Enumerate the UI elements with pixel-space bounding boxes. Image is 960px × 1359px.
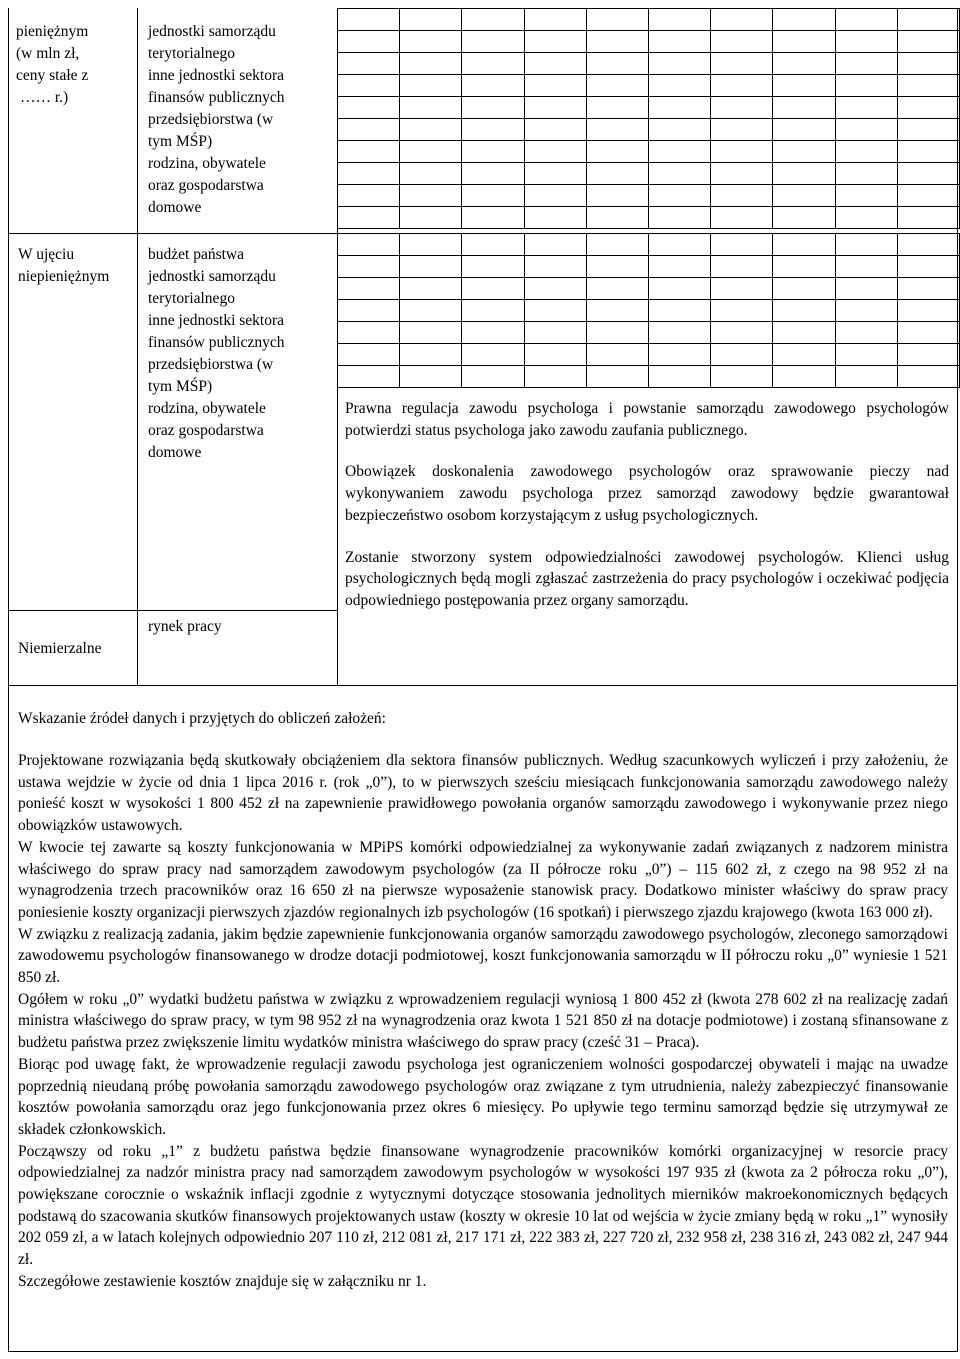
sources-paragraph: W związku z realizacją zadania, jakim będzie zapewnienie funkcjonowania organów samorządu zawodowego psychologów, zleconego samorządowi zawodowemu psychologów finansowanego w drodze dotacji podmiotowej, koszt funkcjonowania samorządu w II półroczu roku „0” wyniesie 1 521 850 zł. [18, 925, 948, 987]
category-households [148, 153, 284, 219]
category-enterprises [148, 109, 284, 153]
monetary-value-grid [337, 8, 960, 229]
description-paragraph: Obowiązek doskonalenia zawodowego psychologów oraz sprawowanie pieczy nad wykonywaniem zawodu psychologa przez samorząd zawodowy będzie gwarantował bezpieczeństwo osobom korzystającym z usług psychologicznych. [345, 463, 949, 524]
category-local-government [148, 21, 284, 65]
label-line: …… r.) [20, 89, 69, 106]
category-local-government [148, 266, 284, 310]
category-line: terytorialnego [148, 45, 235, 62]
table-left-border [8, 8, 9, 685]
unmeasurable-row-label: Niemierzalne [18, 640, 102, 657]
label-line: (w mln zł, [16, 45, 80, 62]
sources-paragraph: Szczegółowe zestawienie kosztów znajduje się w załączniku nr 1. [18, 1272, 427, 1290]
category-line: finansów publicznych [148, 89, 285, 106]
nonmonetary-description [345, 398, 949, 612]
category-line: terytorialnego [148, 290, 235, 307]
category-line: oraz gospodarstwa [148, 177, 264, 194]
nonmonetary-value-grid [337, 233, 960, 388]
category-other-public-finance [148, 65, 284, 109]
category-line: jednostki samorządu [148, 23, 276, 40]
monetary-row-label [16, 21, 88, 109]
category-line: tym MŚP) [148, 133, 213, 150]
label-line: niepieniężnym [18, 268, 110, 285]
monetary-grid-body [338, 9, 960, 229]
category-line: inne jednostki sektora [148, 67, 285, 84]
label-column-divider [137, 8, 138, 685]
sources-body [18, 750, 948, 1293]
nonmonetary-categories [148, 244, 284, 464]
category-households [148, 398, 284, 464]
row-divider-unmeasurable [8, 610, 337, 611]
nonmonetary-grid-body [338, 234, 960, 388]
label-line: ceny stałe z [16, 67, 89, 84]
category-line: przedsiębiorstwa (w [148, 111, 274, 128]
category-line: jednostki samorządu [148, 268, 276, 285]
label-line: pieniężnym [16, 23, 89, 40]
category-line: przedsiębiorstwa (w [148, 356, 274, 373]
category-line: oraz gospodarstwa [148, 422, 264, 439]
category-line: rodzina, obywatele [148, 400, 266, 417]
description-paragraph: Prawna regulacja zawodu psychologa i powstanie samorządu zawodowego psychologów potwierdzi status psychologa jako zawodu zaufania publicznego. [345, 400, 949, 439]
sources-paragraph: Projektowane rozwiązania będą skutkowały obciążeniem dla sektora finansów publicznych. Według szacunkowych wyliczeń i przy założeniu, że ustawa wejdzie w życie od dnia 1 lipca 2016 r. (rok „0”), to w pierwszych sześciu miesiącach funkcjonowania samorządu zawodowego należy ponieść koszt w wysokości 1 800 452 zł na zapewnienie prawidłowego powołania organów samorządu zawodowego i wykonywanie przez niego obowiązków ustawowych. [18, 752, 948, 835]
category-line: domowe [148, 199, 202, 216]
category-line: rodzina, obywatele [148, 155, 266, 172]
sources-heading: Wskazanie źródeł danych i przyjętych do obliczeń założeń: [18, 710, 386, 727]
monetary-categories [148, 21, 284, 219]
sources-paragraph: Ogółem w roku „0” wydatki budżetu państwa w związku z wprowadzeniem regulacji wyniosą 1 800 452 zł (kwota 278 602 zł na realizację zadań ministra właściwego do spraw pracy, w tym 98 952 zł na wynagrodzenia oraz kwota 1 521 850 zł na dotacje podmiotowe) i zostaną sfinansowane z budżetu państwa przez zwiększenie limitu wydatków ministra właściwego do spraw pracy (cześć 31 – Praca). [18, 990, 948, 1052]
category-other-public-finance [148, 310, 284, 354]
sources-paragraph: W kwocie tej zawarte są koszty funkcjonowania w MPiPS komórki odpowiedzialnej za wykonywanie zadań związanych z nadzorem ministra właściwego do spraw pracy nad samorządem zawodowym psychologów (za II półrocze roku „0”) – 115 602 zł, z czego na 98 952 zł na wynagrodzenia trzech pracowników oraz 16 650 zł na pierwsze wyposażenie stanowisk pracy. Dodatkowo minister właściwy do spraw pracy poniesienie koszty organizacji pierwszych zjazdów regionalnych izb psychologów (16 spotkań) i pierwszego zjazdu krajowego (kwota 163 000 zł). [18, 838, 948, 921]
sources-paragraph: Począwszy od roku „1” z budżetu państwa będzie finansowane wynagrodzenie pracowników komórki organizacyjnej w resorcie pracy odpowiedzialnej za nadzór ministra pracy nad samorządem zawodowym psychologów w wysokości 197 935 zł (kwota za 2 półrocza roku „0”), powiększane corocznie o wskaźnik inflacji zgodnie z wytycznymi dotyczące stosowania jednolitych mierników makroekonomicznych będących podstawą do szacowania skutków finansowych projektowanych ustaw (koszty w okresie 10 lat od wejścia w życie zmiany będą w roku „1” wynosiły 202 059 zł, a w latach kolejnych odpowiednio 207 110 zł, 212 081 zł, 217 171 zł, 222 383 zł, 227 720 zł, 232 958 zł, 238 316 zł, 243 082 zł, 247 944 zł. [18, 1142, 948, 1269]
sources-paragraph: Biorąc pod uwagę fakt, że wprowadzenie regulacji zawodu psychologa jest ograniczeniem wolności gospodarczej obywateli i mając na uwadze poprzednią nieudaną próbę powołania samorządu zawodowego psychologów oraz związane z tym utrudnienia, należy zabezpieczyć finansowanie kosztów powołania samorządu oraz jego funkcjonowania przez okres 6 miesięcy. Po upływie tego terminu samorząd będzie się utrzymywał ze składek członkowskich. [18, 1055, 948, 1138]
category-line: domowe [148, 444, 202, 461]
category-line: inne jednostki sektora [148, 312, 285, 329]
category-line: budżet państwa [148, 246, 244, 263]
category-line: tym MŚP) [148, 378, 213, 395]
category-enterprises [148, 354, 284, 398]
nonmonetary-row-label [18, 244, 109, 288]
category-line: finansów publicznych [148, 334, 285, 351]
description-paragraph: Zostanie stworzony system odpowiedzialności zawodowej psychologów. Klienci usług psychologicznych będą mogli zgłaszać zastrzeżenia do pracy psychologów i oczekiwać podjęcia odpowiedniego postępowania przez organy samorządu. [345, 548, 949, 609]
unmeasurable-category: rynek pracy [148, 618, 222, 635]
category-state-budget [148, 244, 284, 266]
label-line: W ujęciu [18, 246, 75, 263]
